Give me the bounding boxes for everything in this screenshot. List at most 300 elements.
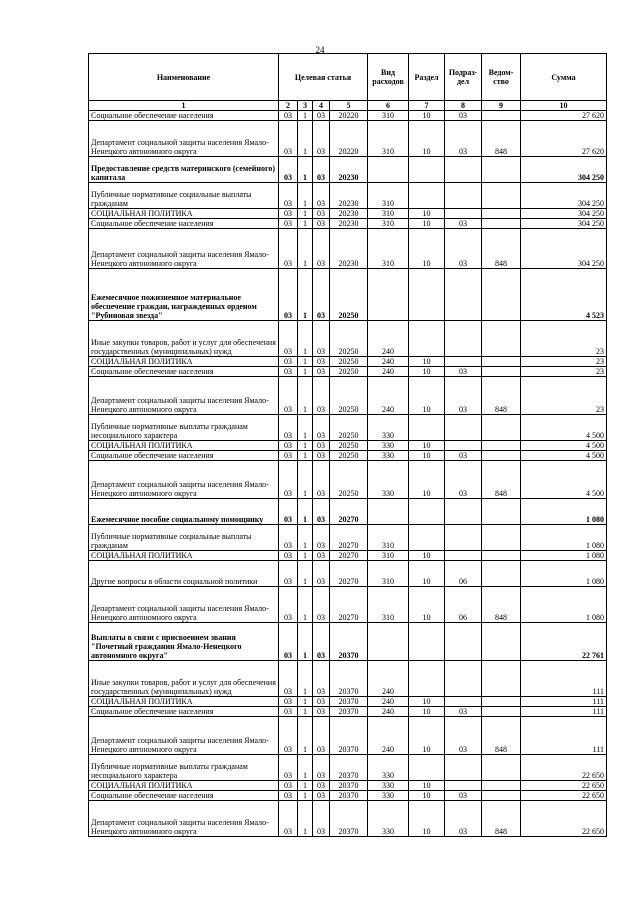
cell-target-subprogram: 1 <box>298 157 313 183</box>
cell-department <box>482 697 521 707</box>
cell-target-subprogram: 1 <box>298 707 313 717</box>
cell-target-code: 20230 <box>330 229 368 269</box>
cell-name: СОЦИАЛЬНАЯ ПОЛИТИКА <box>89 357 279 367</box>
table-header <box>89 54 607 111</box>
cell-name: Социальное обеспечение населения <box>89 111 279 121</box>
cell-target-subprogram: 1 <box>298 111 313 121</box>
cell-target-program: 03 <box>279 451 298 461</box>
cell-target-program: 03 <box>279 461 298 499</box>
cell-sum: 22 650 <box>521 801 607 837</box>
header-expense-type: Вид расходов <box>368 54 409 101</box>
cell-target-code: 20370 <box>330 707 368 717</box>
cell-target-code: 20220 <box>330 121 368 157</box>
header-subsection: Подраз-дел <box>445 54 482 101</box>
cell-sum: 111 <box>521 697 607 707</box>
cell-name: Департамент социальной защиты населения Ямало-Ненецкого автономного округа <box>89 121 279 157</box>
cell-section <box>409 157 445 183</box>
cell-target-program: 03 <box>279 441 298 451</box>
cell-target-program: 03 <box>279 801 298 837</box>
table-row <box>89 441 607 451</box>
cell-target-group: 03 <box>313 717 330 755</box>
cell-name: Социальное обеспечение населения <box>89 451 279 461</box>
table-row <box>89 561 607 587</box>
cell-department: 848 <box>482 377 521 415</box>
cell-expense-type: 240 <box>368 367 409 377</box>
cell-subsection: 03 <box>445 367 482 377</box>
table-row <box>89 717 607 755</box>
table-body <box>89 111 607 837</box>
col-number: 1 <box>89 101 279 111</box>
cell-target-code: 20250 <box>330 357 368 367</box>
cell-target-program: 03 <box>279 377 298 415</box>
cell-expense-type: 330 <box>368 441 409 451</box>
cell-department: 848 <box>482 801 521 837</box>
cell-target-code: 20270 <box>330 561 368 587</box>
cell-target-subprogram: 1 <box>298 321 313 357</box>
cell-subsection: 03 <box>445 451 482 461</box>
cell-target-subprogram: 1 <box>298 121 313 157</box>
cell-target-subprogram: 1 <box>298 551 313 561</box>
cell-target-subprogram: 1 <box>298 269 313 321</box>
cell-section: 10 <box>409 791 445 801</box>
cell-subsection: 03 <box>445 111 482 121</box>
cell-section <box>409 525 445 551</box>
cell-target-subprogram: 1 <box>298 461 313 499</box>
cell-subsection <box>445 499 482 525</box>
cell-expense-type: 240 <box>368 377 409 415</box>
cell-name: Социальное обеспечение населения <box>89 791 279 801</box>
cell-target-subprogram: 1 <box>298 781 313 791</box>
cell-target-group: 03 <box>313 561 330 587</box>
cell-department <box>482 157 521 183</box>
cell-name: СОЦИАЛЬНАЯ ПОЛИТИКА <box>89 441 279 451</box>
cell-section: 10 <box>409 707 445 717</box>
cell-department <box>482 499 521 525</box>
cell-target-subprogram: 1 <box>298 623 313 661</box>
cell-target-program: 03 <box>279 357 298 367</box>
cell-target-group: 03 <box>313 781 330 791</box>
cell-target-program: 03 <box>279 229 298 269</box>
cell-subsection <box>445 157 482 183</box>
cell-target-program: 03 <box>279 661 298 697</box>
budget-table <box>88 53 607 837</box>
cell-target-program: 03 <box>279 587 298 623</box>
cell-target-program: 03 <box>279 157 298 183</box>
cell-target-group: 03 <box>313 321 330 357</box>
cell-expense-type: 310 <box>368 551 409 561</box>
cell-sum: 23 <box>521 367 607 377</box>
cell-target-program: 03 <box>279 321 298 357</box>
cell-target-code: 20230 <box>330 157 368 183</box>
cell-name: Публичные нормативные социальные выплаты гражданам <box>89 183 279 209</box>
cell-department <box>482 661 521 697</box>
header-sum: Сумма <box>521 54 607 101</box>
cell-target-group: 03 <box>313 551 330 561</box>
cell-name: Выплаты в связи с присвоением звания "Почетный гражданин Ямало-Ненецкого автономного округа" <box>89 623 279 661</box>
column-number-row <box>89 101 607 111</box>
cell-target-code: 20270 <box>330 525 368 551</box>
cell-name: Департамент социальной защиты населения Ямало-Ненецкого автономного округа <box>89 377 279 415</box>
cell-target-subprogram: 1 <box>298 661 313 697</box>
table-row <box>89 121 607 157</box>
cell-target-group: 03 <box>313 461 330 499</box>
cell-section <box>409 623 445 661</box>
col-number: 7 <box>409 101 445 111</box>
cell-target-group: 03 <box>313 525 330 551</box>
cell-target-subprogram: 1 <box>298 451 313 461</box>
cell-subsection: 03 <box>445 219 482 229</box>
cell-expense-type: 330 <box>368 755 409 781</box>
cell-target-subprogram: 1 <box>298 525 313 551</box>
cell-sum: 22 650 <box>521 781 607 791</box>
table-row <box>89 801 607 837</box>
cell-target-subprogram: 1 <box>298 357 313 367</box>
cell-target-group: 03 <box>313 791 330 801</box>
cell-section: 10 <box>409 551 445 561</box>
cell-section: 10 <box>409 209 445 219</box>
cell-department <box>482 707 521 717</box>
cell-subsection: 06 <box>445 561 482 587</box>
cell-sum: 4 500 <box>521 451 607 461</box>
cell-section <box>409 415 445 441</box>
cell-expense-type: 310 <box>368 209 409 219</box>
cell-sum: 304 250 <box>521 209 607 219</box>
cell-department <box>482 525 521 551</box>
cell-name: Социальное обеспечение населения <box>89 707 279 717</box>
cell-subsection <box>445 183 482 209</box>
cell-sum: 23 <box>521 321 607 357</box>
cell-name: Департамент социальной защиты населения Ямало-Ненецкого автономного округа <box>89 587 279 623</box>
cell-name: Департамент социальной защиты населения Ямало-Ненецкого автономного округа <box>89 461 279 499</box>
cell-expense-type: 310 <box>368 219 409 229</box>
table-row <box>89 661 607 697</box>
cell-target-subprogram: 1 <box>298 229 313 269</box>
cell-section: 10 <box>409 377 445 415</box>
cell-department: 848 <box>482 121 521 157</box>
cell-target-code: 20250 <box>330 451 368 461</box>
cell-sum: 1 080 <box>521 551 607 561</box>
cell-section <box>409 321 445 357</box>
cell-department: 848 <box>482 587 521 623</box>
cell-target-program: 03 <box>279 209 298 219</box>
cell-expense-type: 240 <box>368 357 409 367</box>
cell-subsection <box>445 661 482 697</box>
cell-subsection <box>445 781 482 791</box>
cell-target-code: 20250 <box>330 269 368 321</box>
cell-target-code: 20270 <box>330 587 368 623</box>
col-number: 4 <box>313 101 330 111</box>
cell-subsection <box>445 697 482 707</box>
table-row <box>89 551 607 561</box>
cell-expense-type: 240 <box>368 717 409 755</box>
cell-target-program: 03 <box>279 781 298 791</box>
cell-target-program: 03 <box>279 791 298 801</box>
col-number: 10 <box>521 101 607 111</box>
cell-subsection <box>445 269 482 321</box>
cell-expense-type: 240 <box>368 697 409 707</box>
cell-target-program: 03 <box>279 183 298 209</box>
cell-sum: 27 620 <box>521 111 607 121</box>
cell-target-subprogram: 1 <box>298 183 313 209</box>
cell-subsection: 03 <box>445 377 482 415</box>
cell-section: 10 <box>409 357 445 367</box>
cell-sum: 304 250 <box>521 157 607 183</box>
cell-department <box>482 269 521 321</box>
cell-name: СОЦИАЛЬНАЯ ПОЛИТИКА <box>89 209 279 219</box>
cell-name: Иные закупки товаров, работ и услуг для обеспечения государственных (муниципальных) нужд <box>89 661 279 697</box>
cell-section <box>409 183 445 209</box>
cell-target-program: 03 <box>279 623 298 661</box>
table-row <box>89 707 607 717</box>
cell-target-code: 20250 <box>330 415 368 441</box>
cell-target-subprogram: 1 <box>298 499 313 525</box>
cell-department <box>482 321 521 357</box>
cell-subsection: 06 <box>445 587 482 623</box>
table-row <box>89 357 607 367</box>
cell-target-program: 03 <box>279 121 298 157</box>
cell-target-program: 03 <box>279 697 298 707</box>
cell-name: Публичные нормативные выплаты гражданам несоциального характера <box>89 415 279 441</box>
cell-subsection: 03 <box>445 717 482 755</box>
table-row <box>89 321 607 357</box>
col-number: 5 <box>330 101 368 111</box>
cell-expense-type <box>368 623 409 661</box>
cell-name: Ежемесячное пособие социальному помощнику <box>89 499 279 525</box>
header-name: Наименование <box>89 54 279 101</box>
cell-sum: 23 <box>521 357 607 367</box>
cell-expense-type <box>368 499 409 525</box>
cell-target-group: 03 <box>313 661 330 697</box>
cell-target-subprogram: 1 <box>298 219 313 229</box>
cell-department <box>482 561 521 587</box>
cell-name: Департамент социальной защиты населения Ямало-Ненецкого автономного округа <box>89 229 279 269</box>
cell-sum: 22 761 <box>521 623 607 661</box>
cell-target-group: 03 <box>313 229 330 269</box>
cell-target-group: 03 <box>313 415 330 441</box>
cell-target-group: 03 <box>313 755 330 781</box>
cell-target-group: 03 <box>313 441 330 451</box>
cell-section: 10 <box>409 111 445 121</box>
cell-target-code: 20370 <box>330 781 368 791</box>
table-row <box>89 461 607 499</box>
cell-name: Социальное обеспечение населения <box>89 367 279 377</box>
cell-sum: 304 250 <box>521 183 607 209</box>
cell-target-program: 03 <box>279 111 298 121</box>
cell-name: СОЦИАЛЬНАЯ ПОЛИТИКА <box>89 781 279 791</box>
cell-subsection <box>445 415 482 441</box>
cell-target-program: 03 <box>279 367 298 377</box>
cell-department <box>482 415 521 441</box>
cell-expense-type: 310 <box>368 229 409 269</box>
cell-target-subprogram: 1 <box>298 755 313 781</box>
table-row <box>89 525 607 551</box>
cell-sum: 4 500 <box>521 441 607 451</box>
cell-department <box>482 755 521 781</box>
cell-target-group: 03 <box>313 623 330 661</box>
cell-target-subprogram: 1 <box>298 587 313 623</box>
cell-name: Социальное обеспечение населения <box>89 219 279 229</box>
table-row <box>89 587 607 623</box>
cell-department <box>482 781 521 791</box>
cell-name: Другие вопросы в области социальной политики <box>89 561 279 587</box>
cell-section: 10 <box>409 451 445 461</box>
cell-target-group: 03 <box>313 121 330 157</box>
table-row <box>89 451 607 461</box>
cell-expense-type: 240 <box>368 661 409 697</box>
cell-target-group: 03 <box>313 697 330 707</box>
cell-department: 848 <box>482 461 521 499</box>
header-target: Целевая статья <box>279 54 368 101</box>
cell-expense-type: 330 <box>368 461 409 499</box>
cell-target-subprogram: 1 <box>298 415 313 441</box>
cell-target-program: 03 <box>279 219 298 229</box>
cell-target-program: 03 <box>279 755 298 781</box>
cell-section: 10 <box>409 461 445 499</box>
cell-subsection <box>445 623 482 661</box>
cell-subsection <box>445 525 482 551</box>
cell-target-program: 03 <box>279 717 298 755</box>
cell-subsection <box>445 441 482 451</box>
cell-subsection: 03 <box>445 707 482 717</box>
cell-subsection <box>445 321 482 357</box>
cell-sum: 27 620 <box>521 121 607 157</box>
cell-target-code: 20370 <box>330 623 368 661</box>
page-number: 24 <box>315 45 325 55</box>
cell-name: Иные закупки товаров, работ и услуг для обеспечения государственных (муниципальных) нужд <box>89 321 279 357</box>
cell-target-code: 20220 <box>330 111 368 121</box>
cell-section: 10 <box>409 561 445 587</box>
cell-department <box>482 623 521 661</box>
cell-target-program: 03 <box>279 551 298 561</box>
table-row <box>89 755 607 781</box>
cell-target-subprogram: 1 <box>298 441 313 451</box>
cell-target-subprogram: 1 <box>298 717 313 755</box>
cell-target-subprogram: 1 <box>298 377 313 415</box>
cell-department: 848 <box>482 229 521 269</box>
cell-subsection: 03 <box>445 461 482 499</box>
cell-sum: 304 250 <box>521 229 607 269</box>
table-row <box>89 697 607 707</box>
col-number: 9 <box>482 101 521 111</box>
table-row <box>89 157 607 183</box>
cell-sum: 111 <box>521 661 607 697</box>
table-row <box>89 377 607 415</box>
cell-section: 10 <box>409 219 445 229</box>
table-row <box>89 499 607 525</box>
cell-expense-type <box>368 157 409 183</box>
cell-target-code: 20250 <box>330 367 368 377</box>
cell-target-code: 20250 <box>330 461 368 499</box>
cell-section <box>409 755 445 781</box>
cell-name: СОЦИАЛЬНАЯ ПОЛИТИКА <box>89 551 279 561</box>
cell-name: Публичные нормативные социальные выплаты гражданам <box>89 525 279 551</box>
cell-sum: 23 <box>521 377 607 415</box>
cell-expense-type: 330 <box>368 801 409 837</box>
cell-target-group: 03 <box>313 111 330 121</box>
cell-target-subprogram: 1 <box>298 791 313 801</box>
cell-department: 848 <box>482 717 521 755</box>
cell-department <box>482 219 521 229</box>
cell-target-code: 20370 <box>330 661 368 697</box>
cell-sum: 22 650 <box>521 755 607 781</box>
cell-section: 10 <box>409 717 445 755</box>
cell-target-code: 20370 <box>330 717 368 755</box>
cell-sum: 111 <box>521 717 607 755</box>
cell-department <box>482 441 521 451</box>
col-number: 2 <box>279 101 298 111</box>
cell-target-group: 03 <box>313 451 330 461</box>
cell-subsection: 03 <box>445 801 482 837</box>
cell-department <box>482 551 521 561</box>
cell-name: Предоставление средств материнского (семейного) капитала <box>89 157 279 183</box>
cell-department <box>482 451 521 461</box>
cell-target-subprogram: 1 <box>298 209 313 219</box>
cell-expense-type: 310 <box>368 525 409 551</box>
cell-target-group: 03 <box>313 377 330 415</box>
cell-target-group: 03 <box>313 357 330 367</box>
cell-section <box>409 661 445 697</box>
cell-target-program: 03 <box>279 707 298 717</box>
cell-subsection <box>445 551 482 561</box>
cell-expense-type <box>368 269 409 321</box>
table-row <box>89 623 607 661</box>
table-row <box>89 219 607 229</box>
cell-target-code: 20270 <box>330 499 368 525</box>
cell-target-group: 03 <box>313 219 330 229</box>
cell-target-code: 20230 <box>330 219 368 229</box>
cell-section: 10 <box>409 587 445 623</box>
cell-target-code: 20230 <box>330 209 368 219</box>
cell-section: 10 <box>409 367 445 377</box>
cell-name: Ежемесячное пожизненное материальное обеспечение граждан, награжденных орденом "Рубиновая звезда" <box>89 269 279 321</box>
cell-target-subprogram: 1 <box>298 697 313 707</box>
cell-name: СОЦИАЛЬНАЯ ПОЛИТИКА <box>89 697 279 707</box>
cell-name: Публичные нормативные выплаты гражданам несоциального характера <box>89 755 279 781</box>
table-row <box>89 111 607 121</box>
cell-target-group: 03 <box>313 367 330 377</box>
table-row <box>89 367 607 377</box>
cell-expense-type: 330 <box>368 451 409 461</box>
cell-section: 10 <box>409 801 445 837</box>
cell-department <box>482 111 521 121</box>
cell-department <box>482 791 521 801</box>
table-row <box>89 183 607 209</box>
cell-target-code: 20250 <box>330 441 368 451</box>
cell-expense-type: 310 <box>368 121 409 157</box>
cell-sum: 22 650 <box>521 791 607 801</box>
cell-target-group: 03 <box>313 269 330 321</box>
cell-sum: 1 080 <box>521 499 607 525</box>
cell-sum: 1 080 <box>521 525 607 551</box>
cell-sum: 1 080 <box>521 587 607 623</box>
cell-expense-type: 310 <box>368 587 409 623</box>
col-number: 8 <box>445 101 482 111</box>
cell-target-group: 03 <box>313 183 330 209</box>
cell-section: 10 <box>409 121 445 157</box>
cell-sum: 111 <box>521 707 607 717</box>
cell-sum: 1 080 <box>521 561 607 587</box>
cell-expense-type: 240 <box>368 707 409 717</box>
cell-subsection: 03 <box>445 121 482 157</box>
cell-section: 10 <box>409 781 445 791</box>
table-row <box>89 415 607 441</box>
cell-section <box>409 269 445 321</box>
cell-subsection: 03 <box>445 791 482 801</box>
cell-target-subprogram: 1 <box>298 561 313 587</box>
cell-expense-type: 310 <box>368 111 409 121</box>
table-row <box>89 229 607 269</box>
table-row <box>89 209 607 219</box>
